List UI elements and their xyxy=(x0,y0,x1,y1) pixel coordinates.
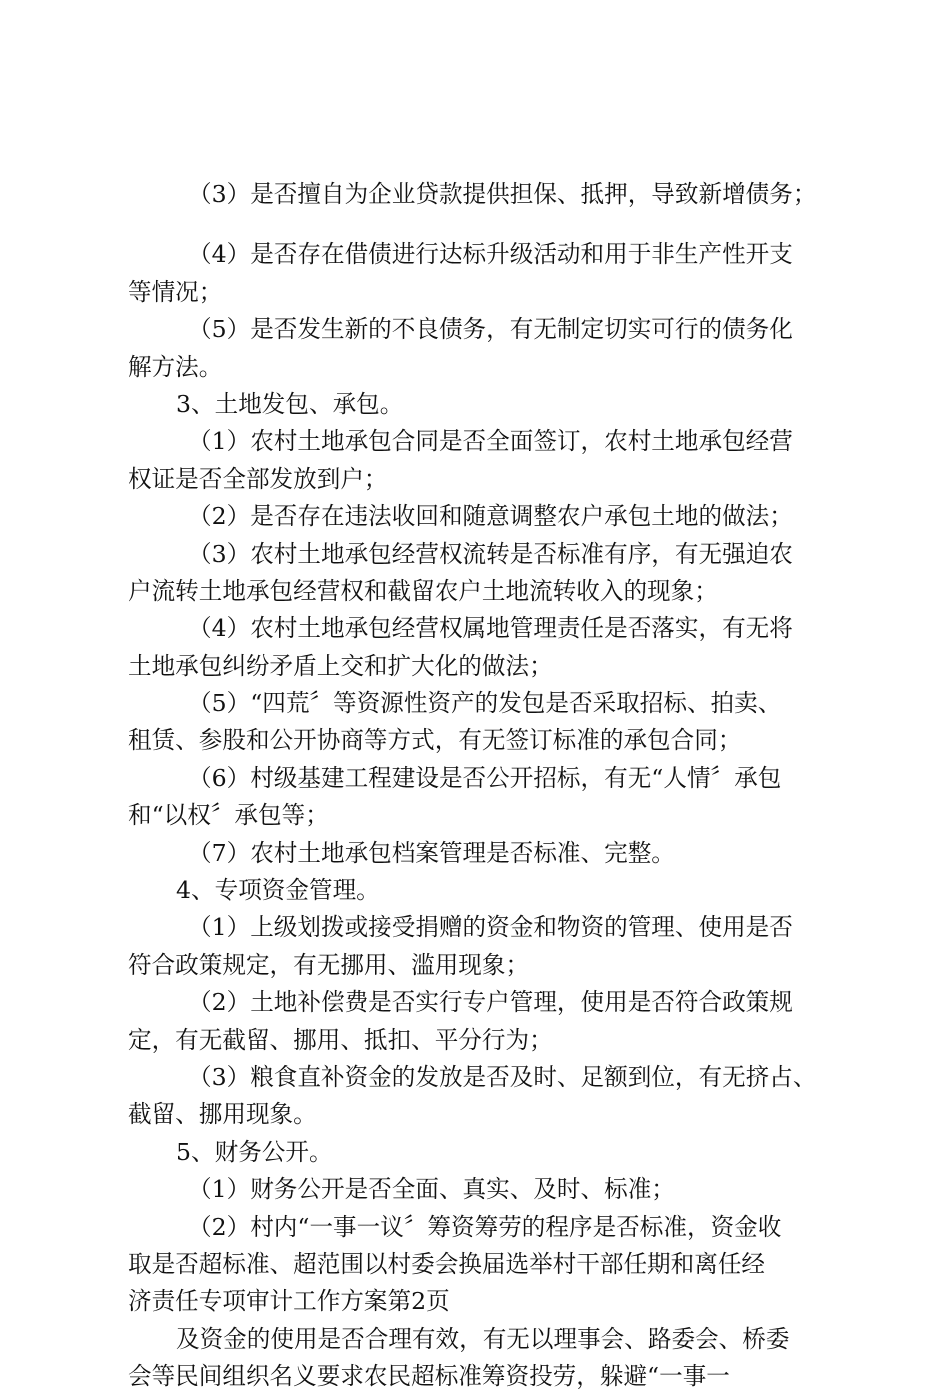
paragraph-line: （3）农村土地承包经营权流转是否标准有序，有无强迫农 xyxy=(188,539,793,568)
paragraph-line: 截留、挪用现象。 xyxy=(128,1100,317,1129)
paragraph-line: 及资金的使用是否合理有效，有无以理事会、路委会、桥委 xyxy=(176,1324,790,1353)
paragraph-line: （7）农村土地承包档案管理是否标准、完整。 xyxy=(188,838,675,867)
paragraph-line: 会等民间组织名义要求农民超标准筹资投劳，躲避“一事一 xyxy=(128,1362,730,1391)
paragraph-line: （2）土地补偿费是否实行专户管理，使用是否符合政策规 xyxy=(188,988,793,1017)
section-heading: 5、财务公开。 xyxy=(176,1137,333,1166)
paragraph-line: 取是否超标准、超范围以村委会换届选举村干部任期和离任经 xyxy=(128,1249,766,1278)
paragraph-line: （2）村内“一事一议〞筹资筹劳的程序是否标准，资金收 xyxy=(188,1212,782,1241)
paragraph-line: 济责任专项审计工作方案第2页 xyxy=(128,1287,450,1316)
paragraph-line: 定，有无截留、挪用、抵扣、平分行为； xyxy=(128,1025,553,1054)
paragraph-line: 符合政策规定，有无挪用、滥用现象； xyxy=(128,950,530,979)
paragraph-line: 户流转土地承包经营权和截留农户土地流转收入的现象； xyxy=(128,576,718,605)
section-heading: 4、专项资金管理。 xyxy=(176,876,380,905)
paragraph-line: 和“以权〞承包等； xyxy=(128,801,329,830)
paragraph-line: （3）是否擅自为企业贷款提供担保、抵押，导致新增债务； xyxy=(188,180,817,208)
paragraph-line: 土地承包纠纷矛盾上交和扩大化的做法； xyxy=(128,651,553,680)
paragraph-line: 租赁、参股和公开协商等方式，有无签订标准的承包合同； xyxy=(128,726,742,755)
paragraph-line: （4）农村土地承包经营权属地管理责任是否落实，有无将 xyxy=(188,614,793,643)
paragraph-line: （6）村级基建工程建设是否公开招标，有无“人情〞承包 xyxy=(188,763,782,792)
paragraph-line: 权证是否全部发放到户； xyxy=(128,464,388,493)
paragraph-line: （3）粮食直补资金的发放是否及时、足额到位，有无挤占、 xyxy=(188,1062,817,1091)
paragraph-line: （1）农村土地承包合同是否全面签订，农村土地承包经营 xyxy=(188,427,793,456)
paragraph-line: （1）财务公开是否全面、真实、及时、标准； xyxy=(188,1175,675,1204)
section-heading: 3、土地发包、承包。 xyxy=(176,389,404,418)
paragraph-line: （4）是否存在借债进行达标升级活动和用于非生产性开支 xyxy=(188,240,793,269)
paragraph-line: （5）“四荒〞等资源性资产的发包是否采取招标、拍卖、 xyxy=(188,689,782,718)
paragraph-line: （5）是否发生新的不良债务，有无制定切实可行的债务化 xyxy=(188,315,793,344)
document-body xyxy=(128,176,848,1396)
paragraph-line: 解方法。 xyxy=(128,352,223,381)
paragraph-line: 等情况； xyxy=(128,277,223,306)
paragraph-line: （2）是否存在违法收回和随意调整农户承包土地的做法； xyxy=(188,502,793,531)
paragraph-line: （1）上级划拨或接受捐赠的资金和物资的管理、使用是否 xyxy=(188,913,793,942)
